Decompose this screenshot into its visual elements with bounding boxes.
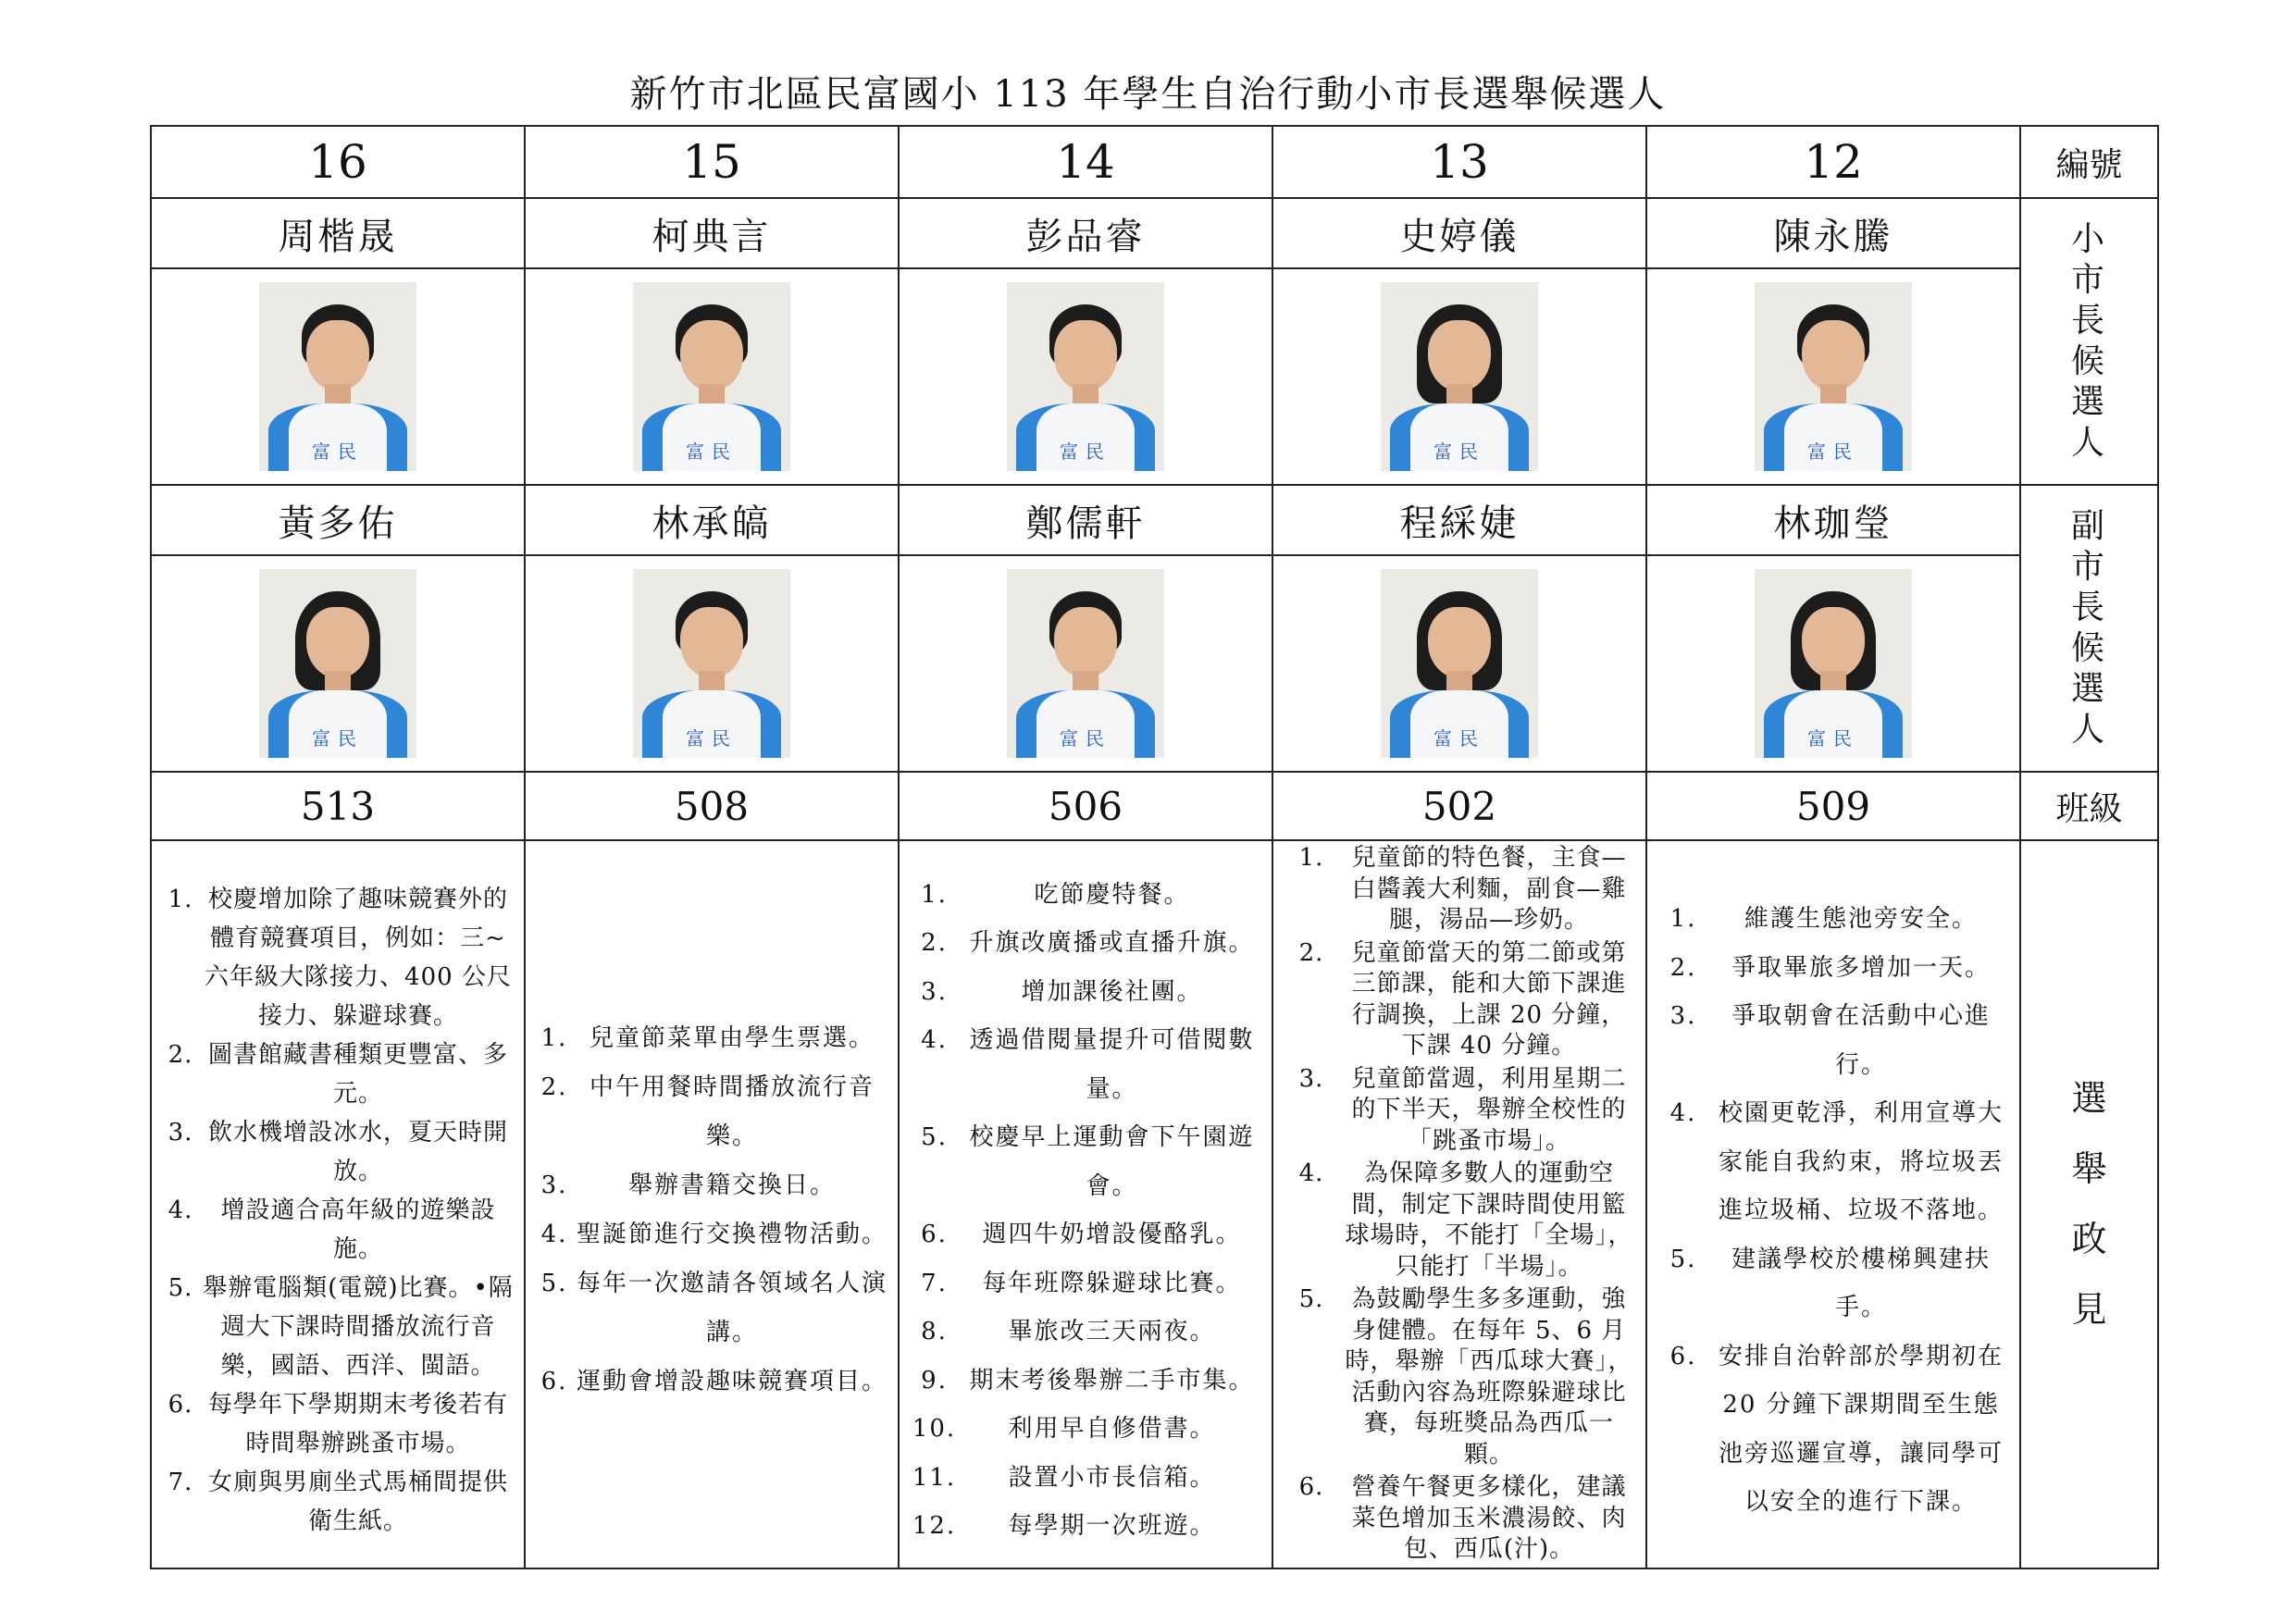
- platform-label-cell: [2020, 840, 2158, 1568]
- platform-item-text: 兒童節的特色餐，主食—白醬義大利麵，副食—雞腿，湯品—珍奶。: [1351, 844, 1627, 934]
- platform-item: [161, 1385, 516, 1463]
- platform-item: [535, 1063, 890, 1161]
- platform-item-number: 1.: [540, 1024, 568, 1053]
- platform-item: [909, 1259, 1264, 1308]
- platform-item-text: 利用早自修借書。: [1008, 1415, 1216, 1444]
- platform-item: [161, 880, 516, 1035]
- mayor-photo: 富民: [1381, 282, 1538, 471]
- platform-item-number: 4.: [1298, 1159, 1324, 1187]
- platform-item: [161, 1463, 516, 1541]
- mayor-name: 史婷儀: [1272, 198, 1646, 268]
- platform-list: [152, 867, 524, 1541]
- platform-item: [909, 1502, 1264, 1551]
- class-label: 班級: [2020, 772, 2158, 840]
- platform-item-text: 每年一次邀請各領域名人演講。: [576, 1270, 887, 1347]
- platform-list: [900, 858, 1272, 1551]
- candidate-number: 16: [151, 126, 525, 198]
- platform-item-number: 2.: [1669, 953, 1697, 982]
- platform-item-text: 設置小市長信箱。: [1008, 1463, 1216, 1492]
- platform-item-text: 期末考後舉辦二手市集。: [969, 1366, 1255, 1395]
- platform-item-number: 7.: [168, 1469, 193, 1497]
- platform-item-text: 建議學校於樓梯興建扶手。: [1731, 1245, 1991, 1321]
- platform-item-text: 運動會增設趣味競賽項目。: [576, 1368, 887, 1396]
- platform-item-number: 3.: [1669, 1002, 1697, 1030]
- platform-item: [909, 1113, 1264, 1210]
- platform-item: [909, 1405, 1264, 1454]
- platform-item: [1657, 1235, 2012, 1333]
- platform-item-text: 舉辦電腦類(電競)比賽。•隔週大下課時間播放流行音樂，國語、西洋、閩語。: [203, 1274, 514, 1381]
- platform-item: [1657, 1089, 2012, 1235]
- platform-item-number: 2.: [921, 929, 948, 958]
- mayor-name: 陳永騰: [1646, 198, 2020, 268]
- candidate-class: 502: [1272, 772, 1646, 840]
- mayor-photo: 富民: [1007, 282, 1164, 471]
- platform-item-number: 5.: [540, 1270, 568, 1298]
- platform-item-number: 9.: [921, 1366, 948, 1395]
- number-label: 編號: [2020, 126, 2158, 198]
- platform-item-text: 安排自治幹部於學期初在 20 分鐘下課期間至生態池旁巡邏宣導，讓同學可以安全的進行下課。: [1718, 1342, 2004, 1516]
- platform-item: [909, 1210, 1264, 1259]
- platform-item-text: 為保障多數人的運動空間，制定下課時間使用籃球場時，不能打「全場」，只能打「半場」。: [1345, 1159, 1633, 1281]
- platform-item: [909, 1454, 1264, 1503]
- document-title: 新竹市北區民富國小 113 年學生自治行動小市長選舉候選人: [629, 73, 1667, 116]
- platform-item-number: 4.: [1669, 1099, 1697, 1127]
- platform-item: [1283, 1472, 1638, 1566]
- platform-item: [909, 919, 1264, 968]
- platform-item-text: 升旗改廣播或直播升旗。: [969, 929, 1255, 958]
- platform-item-text: 吃節慶特餐。: [1034, 880, 1190, 909]
- platform-item-number: 2.: [168, 1041, 193, 1070]
- platform-item-number: 3.: [540, 1172, 568, 1200]
- mayor-label: 小市長候選人: [2070, 220, 2107, 462]
- platform-item-number: 5.: [168, 1274, 193, 1303]
- mayor-photo: 富民: [259, 282, 416, 471]
- platform-item: [1657, 992, 2012, 1089]
- platform-item: [161, 1035, 516, 1113]
- candidate-table: [150, 125, 2159, 1569]
- platform-item-number: 5.: [1298, 1285, 1324, 1313]
- platform-item-number: 1.: [921, 880, 948, 909]
- platform-item-number: 3.: [168, 1119, 193, 1147]
- deputy-name: 林珈瑩: [1646, 485, 2020, 555]
- deputy-photo: 富民: [633, 569, 790, 758]
- candidate-number: 13: [1272, 126, 1646, 198]
- platform-item-number: 6.: [1298, 1473, 1324, 1501]
- platform-item: [1283, 938, 1638, 1062]
- platform-item-text: 爭取朝會在活動中心進行。: [1731, 1002, 1991, 1079]
- mayor-name: 柯典言: [525, 198, 899, 268]
- platform-item-text: 週四牛奶增設優酪乳。: [982, 1221, 1242, 1249]
- platform-item-number: 8.: [921, 1318, 948, 1346]
- mayor-name: 彭品睿: [899, 198, 1272, 268]
- platform-item: [161, 1191, 516, 1269]
- platform-item-text: 校園更乾淨，利用宣導大家能自我約束，將垃圾丟進垃圾桶、垃圾不落地。: [1718, 1099, 2004, 1224]
- deputy-photo: 富民: [1755, 569, 1912, 758]
- candidate-class: 509: [1646, 772, 2020, 840]
- platform-item-text: 每學期一次班遊。: [1008, 1512, 1216, 1541]
- class-row: [151, 772, 2158, 840]
- candidate-class: 513: [151, 772, 525, 840]
- mayor-photo: 富民: [633, 282, 790, 471]
- candidate-number: 15: [525, 126, 899, 198]
- platform-item-text: 兒童節當週，利用星期二的下半天，舉辦全校性的「跳蚤市場」。: [1351, 1064, 1627, 1155]
- platform-item-text: 每學年下學期期末考後若有時間舉辦跳蚤市場。: [207, 1391, 508, 1458]
- platform-item-number: 6.: [921, 1221, 948, 1249]
- platform-item-number: 5.: [921, 1123, 948, 1152]
- deputy-name: 黃多佑: [151, 485, 525, 555]
- platform-item: [1283, 843, 1638, 936]
- platform-item-text: 兒童節菜單由學生票選。: [589, 1024, 875, 1053]
- deputy-label-cell: [2020, 485, 2158, 772]
- platform-list: [1273, 841, 1645, 1566]
- deputy-name: 林承皜: [525, 485, 899, 555]
- platform-item: [1657, 895, 2012, 944]
- platform-item: [161, 1269, 516, 1385]
- platform-item-number: 11.: [912, 1463, 957, 1492]
- deputy-name: 程綵婕: [1272, 485, 1646, 555]
- candidate-class: 506: [899, 772, 1272, 840]
- platform-item-number: 4.: [540, 1221, 568, 1249]
- platform-item: [1283, 1064, 1638, 1158]
- platform-item-text: 維護生態池旁安全。: [1744, 905, 1978, 933]
- platform-item-text: 兒童節當天的第二節或第三節課，能和大節下課進行調換，上課 20 分鐘，下課 40 分鐘。: [1351, 938, 1627, 1060]
- deputy-name: 鄭儒軒: [899, 485, 1272, 555]
- platform-item-text: 圖書館藏書種類更豐富、多元。: [207, 1041, 508, 1109]
- number-row: [151, 126, 2158, 198]
- platform-item: [909, 1357, 1264, 1406]
- platform-item-number: 1.: [1298, 844, 1324, 872]
- platform-item-text: 飲水機增設冰水，夏天時開放。: [207, 1119, 508, 1186]
- mayor-name: 周楷晟: [151, 198, 525, 268]
- platform-item: [909, 968, 1264, 1017]
- platform-item-number: 4.: [921, 1026, 948, 1055]
- platform-item-text: 為鼓勵學生多多運動，強身健體。在每年 5、6 月時，舉辦「西瓜球大賽」，活動內容為班際躲避球比賽，每班獎品為西瓜一顆。: [1345, 1285, 1633, 1469]
- deputy-name-row: [151, 485, 2158, 555]
- platform-item: [1283, 1159, 1638, 1283]
- platform-item-text: 營養午餐更多樣化，建議菜色增加玉米濃湯餃、肉包、西瓜(汁)。: [1351, 1473, 1627, 1563]
- deputy-photo-row: [151, 555, 2158, 772]
- platform-item: [535, 1259, 890, 1357]
- platform-item-text: 每年班際躲避球比賽。: [982, 1269, 1242, 1297]
- mayor-photo: 富民: [1755, 282, 1912, 471]
- platform-item: [909, 1016, 1264, 1113]
- platform-item: [909, 871, 1264, 920]
- mayor-photo-row: [151, 268, 2158, 485]
- platform-list: [1647, 882, 2019, 1527]
- platform-item-number: 6.: [168, 1391, 193, 1419]
- deputy-label: 副市長候選人: [2070, 507, 2107, 749]
- platform-item-text: 爭取畢旅多增加一天。: [1731, 953, 1991, 982]
- platform-item-number: 10.: [912, 1415, 957, 1444]
- mayor-name-row: [151, 198, 2158, 268]
- platform-item: [535, 1357, 890, 1407]
- platform-item-number: 6.: [540, 1368, 568, 1396]
- platform-item-text: 女廁與男廁坐式馬桶間提供衛生紙。: [207, 1469, 508, 1536]
- platform-item-text: 中午用餐時間播放流行音樂。: [589, 1073, 875, 1151]
- platform-item-number: 2.: [540, 1073, 568, 1102]
- platform-item: [535, 1014, 890, 1063]
- platform-item-number: 1.: [1669, 905, 1697, 933]
- platform-item: [909, 1308, 1264, 1357]
- platform-item-number: 2.: [1298, 938, 1324, 967]
- candidate-number: 12: [1646, 126, 2020, 198]
- platform-item-text: 校慶增加除了趣味競賽外的體育競賽項目，例如：三~六年級大隊接力、400 公尺接力、躲避球賽。: [205, 886, 512, 1031]
- platform-item-number: 5.: [1669, 1245, 1697, 1273]
- deputy-photo: 富民: [1007, 569, 1164, 758]
- deputy-photo: 富民: [1381, 569, 1538, 758]
- platform-label: 選舉政見: [2071, 1078, 2107, 1331]
- platform-row: [151, 840, 2158, 1568]
- platform-item-text: 舉辦書籍交換日。: [627, 1172, 836, 1200]
- platform-item-text: 增設適合高年級的遊樂設施。: [220, 1196, 496, 1264]
- deputy-photo: 富民: [259, 569, 416, 758]
- platform-item-number: 12.: [912, 1512, 957, 1541]
- platform-item-text: 聖誕節進行交換禮物活動。: [576, 1221, 887, 1249]
- platform-item-text: 增加課後社團。: [1021, 977, 1203, 1006]
- platform-item-number: 3.: [1298, 1064, 1324, 1093]
- platform-item: [161, 1113, 516, 1191]
- platform-item-number: 7.: [921, 1269, 948, 1297]
- platform-item-text: 透過借閱量提升可借閱數量。: [969, 1026, 1255, 1103]
- mayor-label-cell: [2020, 198, 2158, 485]
- candidate-number: 14: [899, 126, 1272, 198]
- platform-item: [535, 1210, 890, 1259]
- candidate-class: 508: [525, 772, 899, 840]
- platform-item: [1283, 1284, 1638, 1470]
- platform-item: [1657, 1333, 2012, 1527]
- platform-item: [535, 1161, 890, 1210]
- platform-item: [1657, 944, 2012, 993]
- platform-item-number: 6.: [1669, 1342, 1697, 1370]
- platform-item-text: 校慶早上運動會下午園遊會。: [969, 1123, 1255, 1200]
- platform-item-text: 畢旅改三天兩夜。: [1008, 1318, 1216, 1346]
- platform-list: [526, 1001, 898, 1407]
- platform-item-number: 1.: [168, 886, 193, 914]
- platform-item-number: 4.: [168, 1196, 193, 1225]
- platform-item-number: 3.: [921, 977, 948, 1006]
